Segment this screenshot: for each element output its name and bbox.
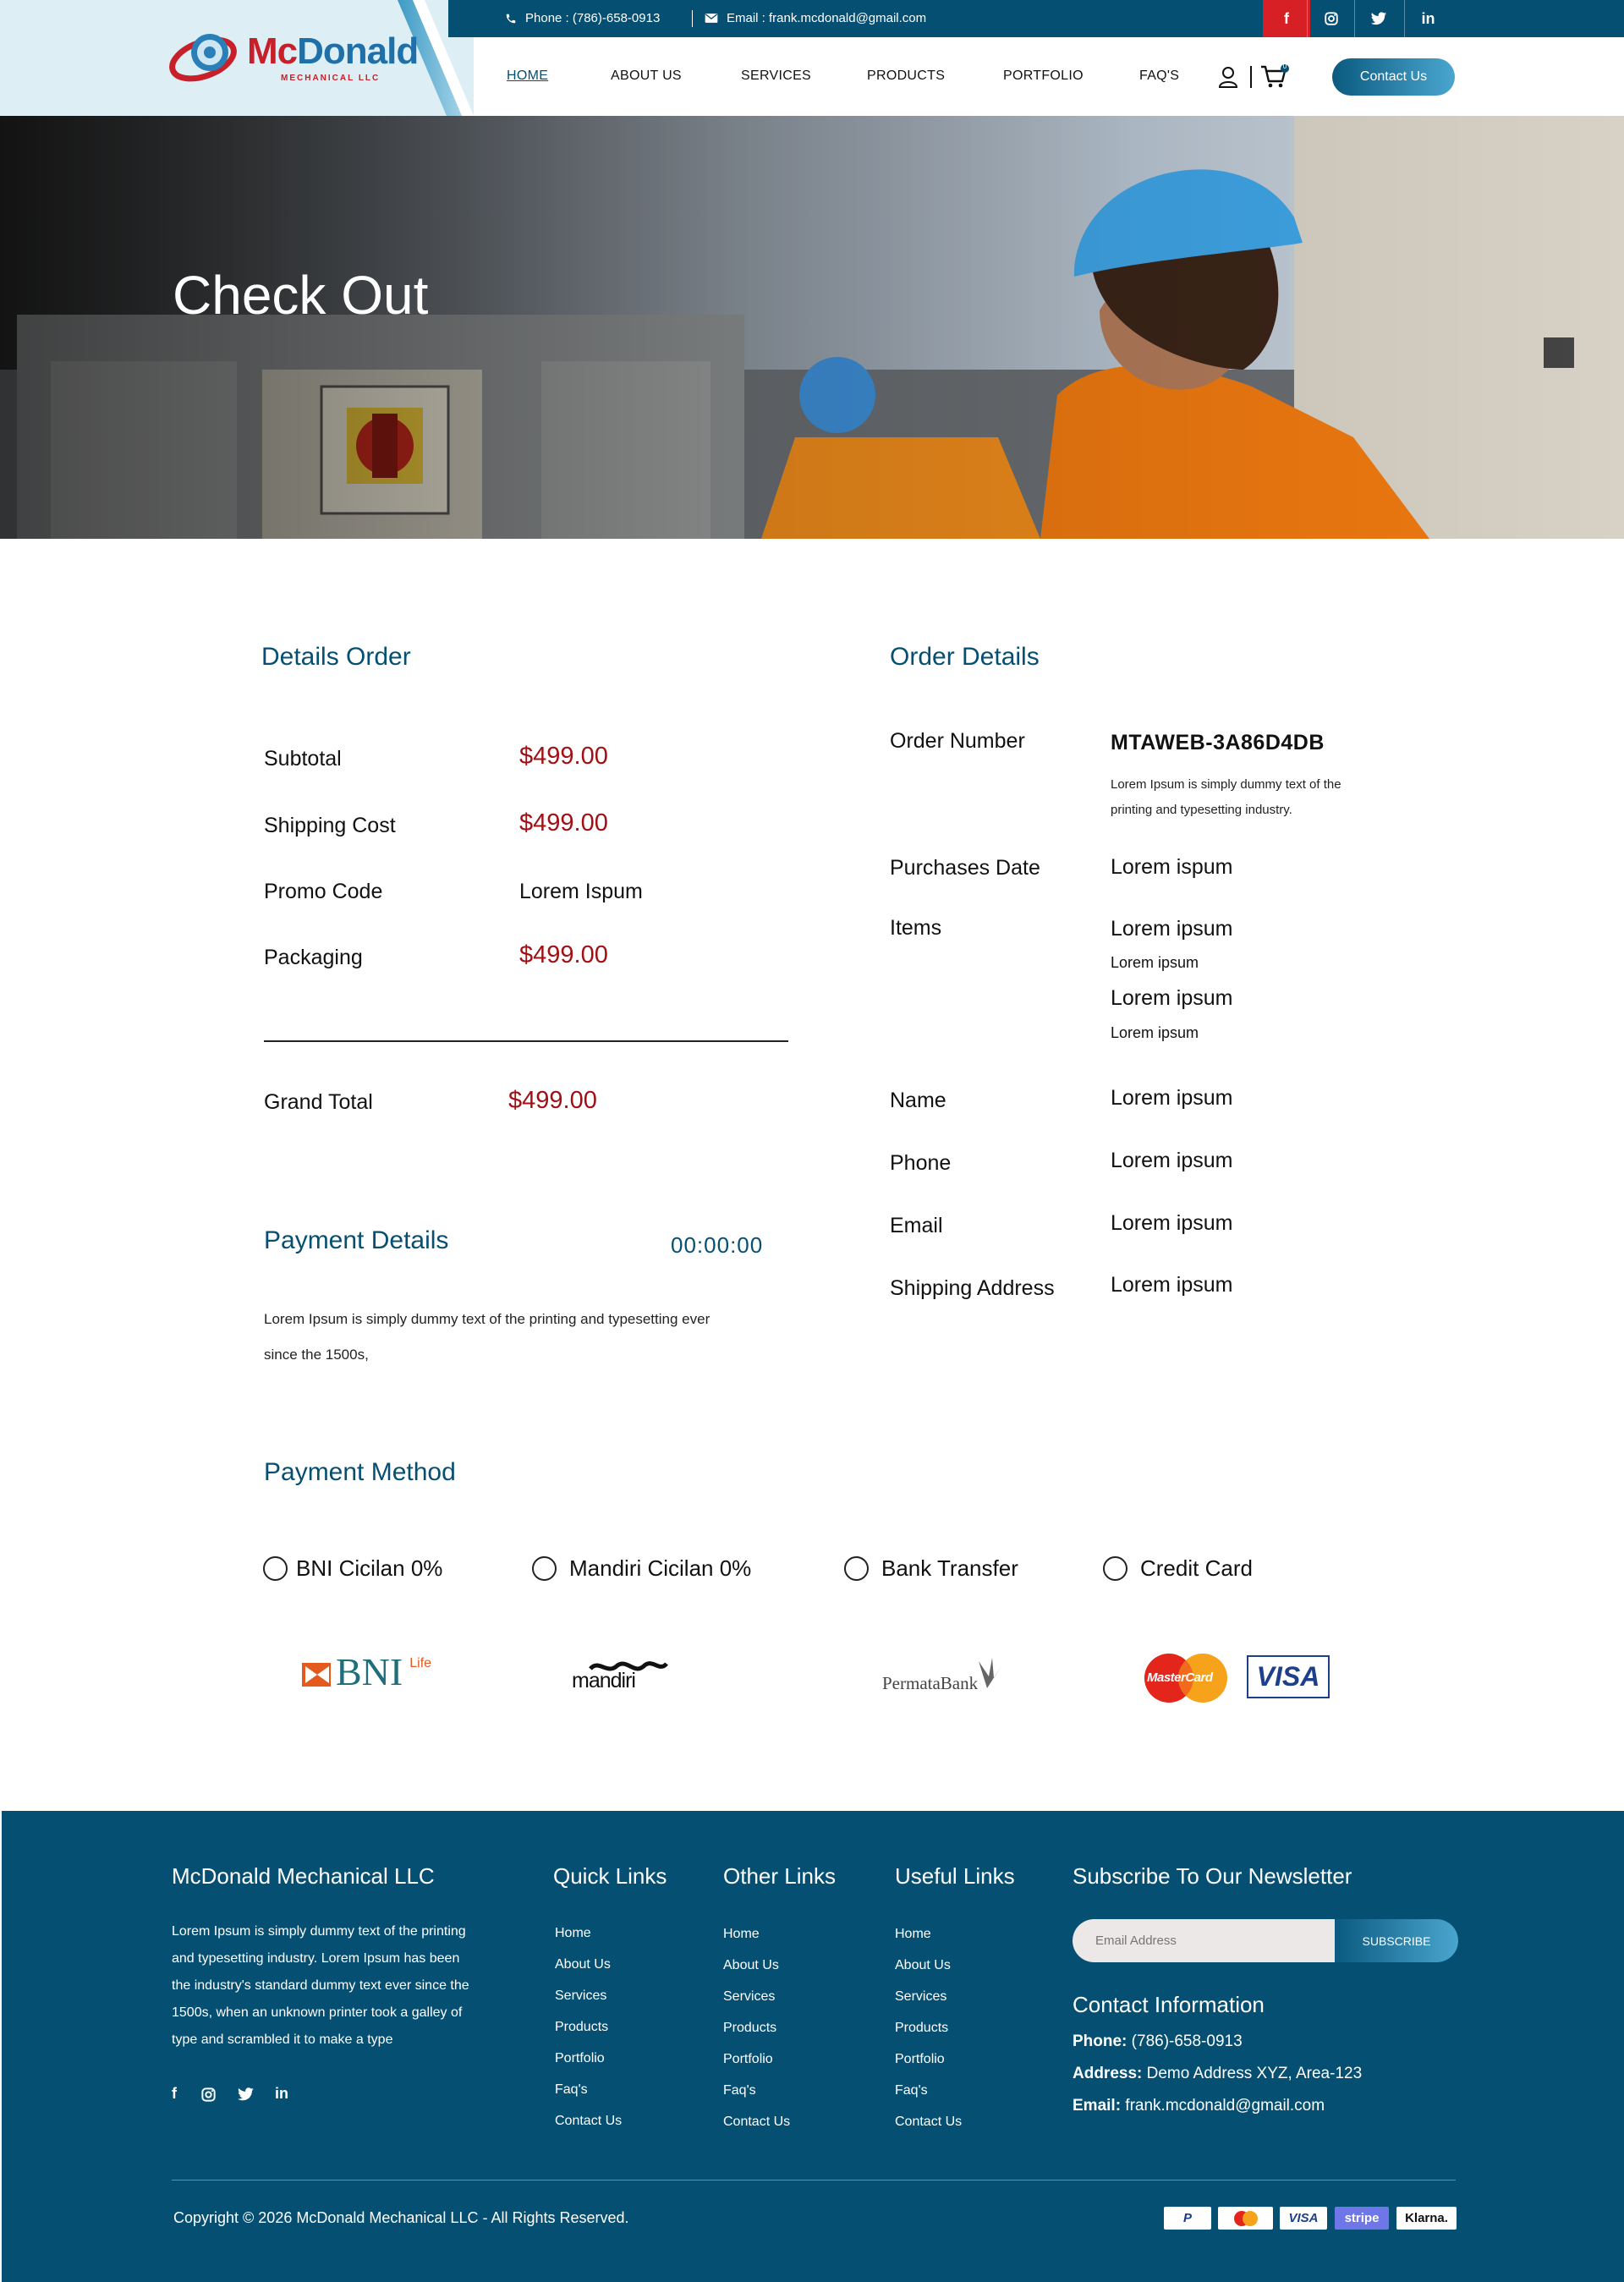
visa-text: VISA [1256, 1661, 1320, 1692]
footer-facebook-icon: f [172, 2085, 177, 2102]
mastercard-logo [1144, 1653, 1230, 1708]
nav-home[interactable]: HOME [507, 69, 549, 83]
footer-address-value: Demo Address XYZ, Area-123 [1142, 2065, 1363, 2082]
order-note-line-1: Lorem Ipsum is simply dummy text of the [1111, 777, 1341, 792]
quick-link-services[interactable]: Services [555, 1989, 607, 2003]
logo-subtitle: MECHANICAL LLC [281, 74, 381, 83]
logo-wordmark[interactable] [247, 30, 418, 73]
copyright-text: Copyright © 2026 McDonald Mechanical LLC - All Rights Reserved. [173, 2209, 629, 2226]
order-number-value: MTAWEB-3A86D4DB [1111, 731, 1325, 754]
quick-links-title: Quick Links [553, 1863, 667, 1889]
topbar-separator [692, 10, 693, 27]
footer-company-line-4: 1500s, when an unknown printer took a galley of [172, 2005, 463, 2020]
useful-link-contact-us[interactable]: Contact Us [895, 2115, 963, 2129]
footer-facebook-link[interactable] [172, 2085, 177, 2103]
nav-services[interactable]: SERVICES [741, 69, 812, 83]
linkedin-top-button[interactable] [1404, 0, 1451, 37]
quick-link-portfolio[interactable]: Portfolio [555, 2051, 605, 2065]
klarna-badge [1396, 2207, 1457, 2230]
payment-details-text [264, 1302, 710, 1373]
shipping-address-label: Shipping Address [890, 1276, 1055, 1300]
footer-instagram-icon[interactable] [200, 2087, 217, 2103]
totals-divider [264, 1040, 788, 1042]
footer-phone [1073, 2032, 1243, 2051]
footer-company-line-3: the industry's standard dummy text ever since the [172, 1978, 469, 1993]
twitter-top-button[interactable] [1354, 0, 1402, 37]
other-link-services[interactable]: Services [723, 1989, 776, 2004]
permata-leaf-icon [974, 1658, 1002, 1690]
mastercard-small-icon [1231, 2209, 1261, 2228]
quick-link-faqs[interactable]: Faq's [555, 2082, 588, 2097]
phone-icon [505, 13, 517, 25]
useful-link-portfolio[interactable]: Portfolio [895, 2052, 945, 2066]
order-number-label: Order Number [890, 729, 1025, 753]
footer-company-text [172, 1918, 469, 2054]
subtotal-value: $499.00 [519, 743, 608, 770]
phone-value: Lorem ipsum [1111, 1149, 1233, 1172]
footer-company-title: McDonald Mechanical LLC [172, 1863, 435, 1889]
promo-code-value: Lorem Ispum [519, 880, 643, 903]
name-value: Lorem ipsum [1111, 1086, 1233, 1110]
twitter-icon [1370, 12, 1387, 26]
useful-links-title: Useful Links [895, 1863, 1015, 1889]
footer-email-label: Email: [1073, 2097, 1122, 2115]
useful-link-faqs[interactable]: Faq's [895, 2083, 928, 2098]
facebook-icon: f [1284, 9, 1289, 27]
useful-link-products[interactable]: Products [895, 2021, 949, 2035]
instagram-icon [1324, 11, 1339, 26]
other-link-contact-us[interactable]: Contact Us [723, 2115, 791, 2129]
name-label: Name [890, 1089, 946, 1112]
radio-bni-cicilan[interactable] [263, 1556, 288, 1581]
order-note-line-2: printing and typesetting industry. [1111, 803, 1292, 817]
user-icon[interactable] [1218, 66, 1238, 88]
radio-bank-transfer[interactable] [844, 1556, 869, 1581]
option-bank-transfer-label[interactable]: Bank Transfer [881, 1555, 1018, 1581]
subscribe-button[interactable]: SUBSCRIBE [1335, 1919, 1458, 1962]
packaging-value: $499.00 [519, 941, 608, 968]
other-link-portfolio[interactable]: Portfolio [723, 2052, 773, 2066]
purchases-date-value: Lorem ispum [1111, 855, 1233, 879]
option-bni-cicilan-label[interactable]: BNI Cicilan 0% [296, 1555, 443, 1581]
useful-link-home[interactable]: Home [895, 1927, 931, 1941]
stripe-badge-text: stripe [1344, 2211, 1380, 2225]
visa-logo [1247, 1655, 1330, 1698]
mastercard-badge [1218, 2207, 1273, 2230]
item-2-subtitle: Lorem ipsum [1111, 1024, 1199, 1041]
footer-email-value[interactable]: frank.mcdonald@gmail.com [1121, 2097, 1325, 2115]
item-2-title: Lorem ipsum [1111, 986, 1233, 1010]
phone-label: Phone [890, 1151, 952, 1175]
subtotal-label: Subtotal [264, 747, 342, 771]
stripe-badge [1335, 2207, 1389, 2230]
payment-details-title: Payment Details [264, 1226, 449, 1254]
top-email[interactable] [705, 11, 926, 25]
bni-mark-icon [300, 1658, 334, 1688]
footer-address-label: Address: [1073, 2065, 1143, 2082]
visa-badge [1280, 2207, 1327, 2230]
payment-method-title: Payment Method [264, 1458, 456, 1486]
other-link-faqs[interactable]: Faq's [723, 2083, 756, 2098]
quick-link-home[interactable]: Home [555, 1926, 591, 1940]
top-phone-text: Phone : (786)-658-0913 [525, 11, 661, 25]
promo-code-label: Promo Code [264, 880, 383, 903]
mail-icon [705, 13, 718, 24]
useful-link-about-us[interactable]: About Us [895, 1958, 951, 1972]
other-link-about-us[interactable]: About Us [723, 1958, 779, 1972]
nav-divider [1250, 66, 1252, 88]
facebook-top-button[interactable] [1263, 0, 1310, 37]
top-phone[interactable] [505, 11, 660, 25]
option-credit-card-label[interactable]: Credit Card [1140, 1555, 1253, 1581]
other-links-title: Other Links [723, 1863, 836, 1889]
footer-phone-label: Phone: [1073, 2032, 1127, 2050]
nav-products[interactable]: PRODUCTS [867, 69, 946, 83]
quick-link-products[interactable]: Products [555, 2020, 609, 2034]
option-mandiri-cicilan-label[interactable]: Mandiri Cicilan 0% [569, 1555, 752, 1581]
shipping-cost-label: Shipping Cost [264, 814, 396, 837]
linkedin-icon: in [1421, 9, 1435, 27]
radio-mandiri-cicilan[interactable] [532, 1556, 557, 1581]
other-link-home[interactable]: Home [723, 1927, 760, 1941]
bni-life-logo [300, 1650, 432, 1693]
quick-link-contact-us[interactable]: Contact Us [555, 2114, 623, 2128]
payment-details-line-1: Lorem Ipsum is simply dummy text of the printing and typesetting ever [264, 1311, 710, 1327]
footer-company-line-2: and typesetting industry. Lorem Ipsum has been [172, 1951, 460, 1966]
item-1-title: Lorem ipsum [1111, 917, 1233, 941]
other-link-products[interactable]: Products [723, 2021, 777, 2035]
bni-life-text: Life [409, 1656, 432, 1670]
packaging-label: Packaging [264, 946, 363, 969]
payment-timer: 00:00:00 [671, 1232, 764, 1258]
footer-twitter-icon[interactable] [237, 2087, 255, 2102]
nav-faqs[interactable]: FAQ'S [1139, 69, 1180, 83]
permata-text: PermataBank [882, 1673, 979, 1693]
contact-us-button[interactable]: Contact Us [1332, 58, 1455, 96]
email-value: Lorem ipsum [1111, 1211, 1233, 1235]
payment-details-line-2: since the 1500s, [264, 1347, 369, 1363]
items-label: Items [890, 916, 942, 940]
visa-badge-text: VISA [1288, 2211, 1319, 2225]
useful-link-services[interactable]: Services [895, 1989, 947, 2004]
email-label: Email [890, 1214, 943, 1237]
page-title: Check Out [173, 265, 429, 326]
details-order-title: Details Order [261, 643, 411, 671]
newsletter-email-input[interactable] [1073, 1919, 1336, 1962]
bni-text: BNI [336, 1650, 403, 1693]
logo-donald: Donald [297, 30, 419, 72]
paypal-icon: P [1182, 2211, 1192, 2225]
nav-portfolio[interactable]: PORTFOLIO [1003, 69, 1084, 83]
top-email-text: Email : frank.mcdonald@gmail.com [727, 11, 927, 25]
footer-phone-value[interactable]: (786)-658-0913 [1127, 2032, 1243, 2050]
quick-link-about-us[interactable]: About Us [555, 1957, 611, 1972]
footer-email [1073, 2097, 1325, 2115]
nav-about-us[interactable]: ABOUT US [611, 69, 682, 83]
grand-total-value: $499.00 [508, 1087, 597, 1114]
paypal-badge [1164, 2207, 1211, 2230]
mandiri-text: mandiri [572, 1669, 635, 1692]
radio-credit-card[interactable] [1103, 1556, 1127, 1581]
footer-linkedin-link[interactable] [275, 2085, 288, 2103]
mastercard-text: MasterCard [1147, 1670, 1213, 1685]
hero-background-image [0, 116, 1624, 539]
logo-mc: Mc [247, 30, 298, 72]
item-1-subtitle: Lorem ipsum [1111, 954, 1199, 971]
newsletter-title: Subscribe To Our Newsletter [1073, 1863, 1352, 1889]
footer-linkedin-icon: in [275, 2085, 288, 2102]
order-number-note [1111, 772, 1341, 823]
purchases-date-label: Purchases Date [890, 856, 1040, 880]
klarna-badge-text: Klarna. [1405, 2211, 1448, 2225]
footer-company-line-5: type and scrambled it to make a type [172, 2032, 393, 2047]
contact-information-title: Contact Information [1073, 1992, 1265, 2017]
footer-company-line-1: Lorem Ipsum is simply dummy text of the printing [172, 1924, 466, 1939]
cart-count-badge: 0 [1282, 63, 1287, 70]
shipping-address-value: Lorem ipsum [1111, 1273, 1233, 1297]
footer-address [1073, 2065, 1362, 2083]
shipping-cost-value: $499.00 [519, 809, 608, 837]
instagram-top-button[interactable] [1307, 0, 1354, 37]
hero-banner [0, 116, 1624, 539]
order-details-title: Order Details [890, 643, 1040, 671]
grand-total-label: Grand Total [264, 1090, 373, 1114]
footer-divider [172, 2180, 1456, 2181]
